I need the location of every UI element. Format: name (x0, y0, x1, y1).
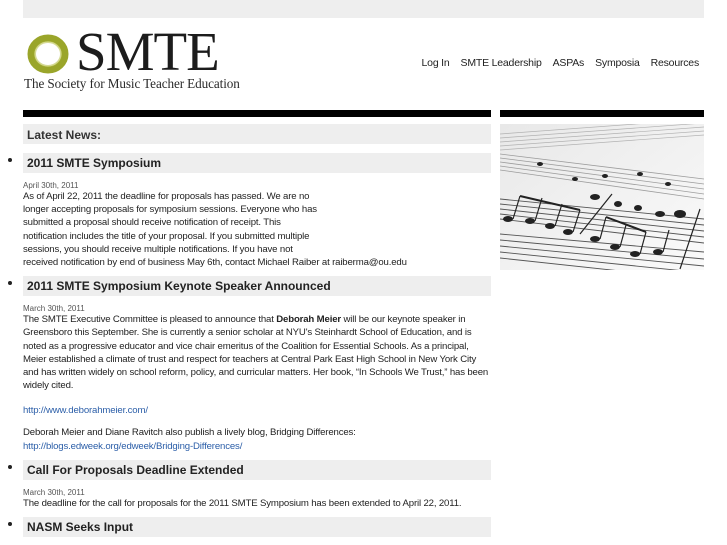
body-text: will be our keynote speaker in Greensboro this September. She is currently a senior scholar at NYU's Steinhardt School of Education, and is noted as a progressive educator and vice chair emeritus of the Coalition for Essential Schools. As a principal, Meier established a climate of trust and respect for teachers at Central Park East High School in New York City and has written widely on school reform, policy, and curricular matters. Her book, “In Schools We Trust,” has been widely cited. (23, 314, 489, 392)
news-title-link[interactable]: 2011 SMTE Symposium (23, 153, 491, 173)
news-body: The deadline for the call for proposals for the 2011 SMTE Symposium has been extended to April 22, 2011. (23, 497, 462, 509)
blog-para (23, 426, 491, 452)
bullet-icon (8, 281, 12, 285)
logo-wordmark: SMTE (76, 21, 219, 82)
news-item (23, 517, 491, 537)
bridging-differences-link[interactable]: http://blogs.edweek.org/edweek/Bridging-Differences/ (23, 440, 243, 452)
sidebar-divider (500, 110, 704, 117)
logo-tagline: The Society for Music Teacher Education (24, 76, 240, 91)
body-line: As of April 22, 2011 the deadline for proposals has passed. We are no (23, 191, 310, 202)
top-bar (23, 0, 704, 18)
news-date: March 30th, 2011 (23, 487, 85, 497)
news-body (23, 313, 491, 392)
deborahmeier-link[interactable]: http://www.deborahmeier.com/ (23, 405, 148, 417)
nav-smte-leadership[interactable]: SMTE Leadership (460, 57, 542, 69)
news-date: April 30th, 2011 (23, 181, 79, 190)
main-content (23, 124, 491, 544)
link-para (23, 400, 491, 418)
nav-aspas[interactable]: ASPAs (552, 57, 585, 69)
speaker-name: Deborah Meier (276, 314, 341, 326)
news-title-link[interactable]: Call For Proposals Deadline Extended (23, 460, 491, 480)
site-logo[interactable] (23, 21, 240, 92)
news-item (23, 153, 491, 269)
news-list (23, 153, 491, 537)
news-title-link[interactable]: NASM Seeks Input (23, 517, 491, 537)
section-title: Latest News: (23, 124, 491, 144)
news-title-link[interactable]: 2011 SMTE Symposium Keynote Speaker Announced (23, 276, 491, 296)
body-line: received notification by end of business May 6th, contact Michael Raiber at raiberma@ou.edu (23, 257, 407, 269)
news-body (23, 190, 491, 269)
nav-log-in[interactable]: Log In (421, 57, 450, 69)
news-date: March 30th, 2011 (23, 304, 85, 314)
bullet-icon (8, 465, 12, 469)
sheet-music-icon (500, 124, 704, 270)
body-line: longer accepting proposals for symposium sessions. Everyone who has (23, 204, 317, 216)
body-line: sessions, you should receive multiple notifications. If you have not (23, 243, 293, 255)
body-line: submitted a proposal should receive notification of receipt. This (23, 217, 281, 229)
nav-symposia[interactable]: Symposia (595, 57, 640, 69)
logo-ring-icon (25, 31, 71, 77)
bullet-icon (8, 158, 12, 162)
bullet-icon (8, 522, 12, 526)
news-item (23, 276, 491, 453)
blog-text: Deborah Meier and Diane Ravitch also publish a lively blog, Bridging Differences: (23, 427, 356, 439)
sheet-music-image (500, 124, 704, 270)
nav-resources[interactable]: Resources (650, 57, 699, 69)
body-line: notification includes the title of your proposal. If you submitted multiple (23, 230, 310, 242)
news-item (23, 460, 491, 510)
main-nav (411, 57, 699, 69)
main-divider (23, 110, 491, 117)
body-text: The SMTE Executive Committee is pleased to announce that (23, 314, 277, 326)
